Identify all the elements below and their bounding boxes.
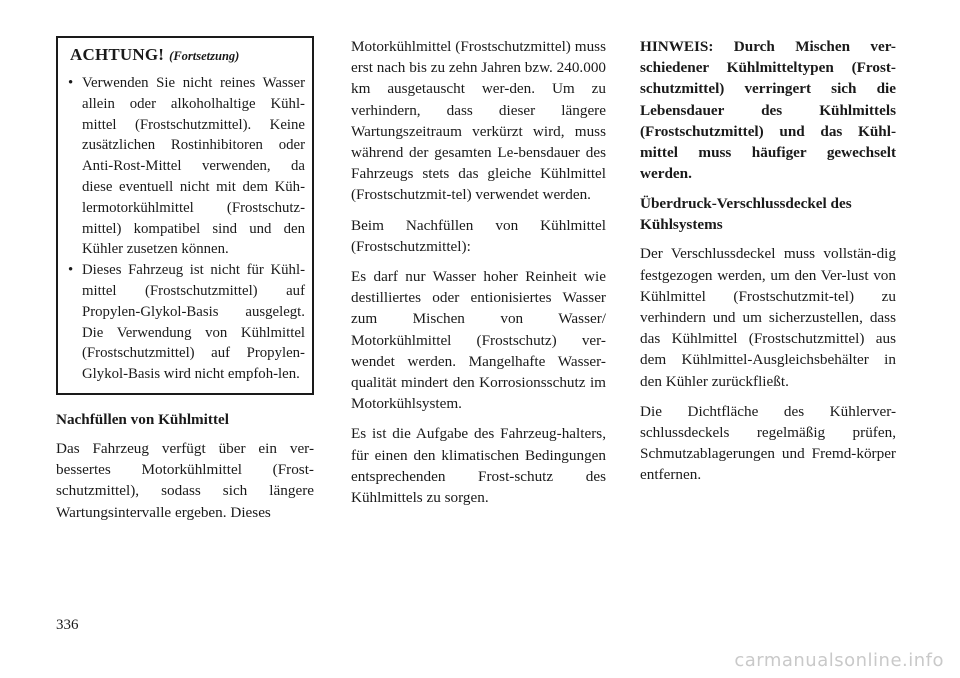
footer-watermark: carmanualsonline.info <box>734 650 944 671</box>
paragraph: Es ist die Aufgabe des Fahrzeug-halters, für einen den klimatischen Bedingungen entsprechenden Frost-schutz des Kühlmittels zu sorgen. <box>351 425 606 507</box>
bullet-icon: • <box>68 262 74 279</box>
warning-item-text: Verwenden Sie nicht reines Wasser allein oder alkoholhaltige Kühl-mittel (Frostschutzmittel). Keine zusätzlichen Rostinhibitoren oder Anti-Rost-Mittel verwenden, da diese eventuell nicht mit dem Küh-lermotorkühlmittel (Frostschutz-mittel) kompatibel sind und den Kühler zusetzen können. <box>82 75 305 258</box>
warning-header <box>70 44 305 67</box>
paragraph: Es darf nur Wasser hoher Reinheit wie destilliertes oder entionisiertes Wasser zum Mischen von Wasser/ Motorkühlmittel (Frostschutz) ver-wendet werden. Mangelhafte Wasser-qualität mindert den Korrosionsschutz im Motorkühlsystem. <box>351 268 606 413</box>
paragraph: Motorkühlmittel (Frostschutzmittel) muss erst nach bis zu zehn Jahren bzw. 240.000 km ausgetauscht wer-den. Um zu verhindern, dass dieser längere Wartungszeitraum verkürzt wird, muss während der gesamten Le-bensdauer des Fahrzeugs stets das gleiche Kühlmittel (Frostschutzmit-tel) verwendet werden. <box>351 38 607 204</box>
paragraph: Der Verschlussdeckel muss vollstän-dig festgezogen werden, um den Ver-lust von Kühlmittel (Frostschutzmit-tel) zu verhindern und um sicherzustellen, dass das Kühlmittel (Frostschutzmittel) aus dem Kühlmittel-Ausgleichsbehälter in den Kühler zurückfließt. <box>640 245 896 390</box>
warning-continued-label: (Fortsetzung) <box>169 49 240 63</box>
page-number: 336 <box>56 617 79 633</box>
paragraph: Die Dichtfläche des Kühlerver-schlussdeckels regelmäßig prüfen, Schmutzablagerungen und Fremd-körper entfernen. <box>640 402 896 484</box>
warning-title: ACHTUNG! <box>70 45 165 64</box>
paragraph: Beim Nachfüllen von Kühlmittel (Frostschutzmittel): <box>351 216 606 255</box>
bullet-icon: • <box>68 75 74 91</box>
column-middle <box>351 36 606 517</box>
paragraph: Das Fahrzeug verfügt über ein ver-bessertes Motorkühlmittel (Frost-schutzmittel), sodass sich längere Wartungsintervalle ergeben. Dieses <box>56 439 314 521</box>
warning-item <box>66 73 305 260</box>
warning-item-text: Dieses Fahrzeug ist nicht für Kühl-mittel (Frostschutzmittel) auf Propylen-Glykol-Basis ausgelegt. Die Verwendung von Kühlmittel (Frostschutzmittel) auf Propylen-Glykol-Basis wird nicht empfoh-len. <box>82 262 305 383</box>
warning-box <box>56 36 314 395</box>
note-paragraph: HINWEIS: Durch Mischen ver-schiedener Kühlmitteltypen (Frost-schutzmittel) verringert sich die Lebensdauer des Kühlmittels (Frostschutzmittel) und das Kühl-mittel muss häufiger gewechselt werden. <box>640 38 896 183</box>
section-heading-pressure-cap: Überdruck-Verschlussdeckel des Kühlsystems <box>640 195 852 234</box>
section-heading-refill: Nachfüllen von Kühlmittel <box>56 410 229 428</box>
column-left <box>56 36 314 532</box>
column-right <box>640 36 896 495</box>
warning-list <box>66 73 305 385</box>
warning-item <box>66 260 305 385</box>
